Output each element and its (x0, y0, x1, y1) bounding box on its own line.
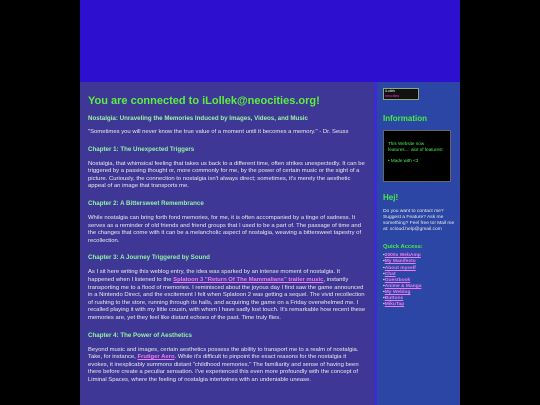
quick-link-guestbook[interactable]: Guestbook (384, 277, 411, 283)
intro-quote: "Sometimes you will never know the true value of a moment until it becomes a memory." - Dr. Seuss (88, 129, 349, 135)
information-heading: Information (383, 114, 427, 123)
header-banner (80, 0, 460, 82)
information-item: • Made with <3 (388, 158, 447, 163)
quick-link-mikutap[interactable]: MikuTap (384, 302, 405, 308)
information-box (383, 130, 451, 182)
quick-link-weblog[interactable]: My Weblog (384, 289, 411, 295)
chapter-3-text-a: As I sit here writing this weblog entry, the idea was sparked by an intense moment of nostalgia. It happened when I listened to the (88, 269, 341, 283)
splatoon-trailer-link[interactable]: Splatoon 3 "Return Of The Mammalians" trailer music (173, 276, 324, 283)
post-title: Nostalgia: Unraveling the Memories Induced by Images, Videos, and Music (88, 115, 308, 122)
chapter-3-text-b: , instantly transporting me to a flood of memories. I reminisced about the joyous day I first saw the game announced in a Nintendo Direct, and the excitement I felt when Splatoon 2 was getting a sequel. The vivid recollection of rushing to the store, running through its halls, and acquiring the game on a Friday overwhelmed me. I recalled playing it with my little cousin, with whom I have sadly lost touch. It's remarkable how recent these memories are, yet they feel like distant echoes of the past. Time truly flies. (88, 276, 366, 321)
quick-link-buttons[interactable]: Buttons (384, 296, 404, 302)
chapter-3-paragraph (88, 269, 367, 322)
information-list (388, 158, 447, 163)
quick-access-heading: Quick Access: (383, 244, 423, 251)
site-badge-line-1: iLollek (385, 89, 396, 93)
sidebar (377, 82, 460, 405)
chapter-4-paragraph (88, 347, 367, 385)
chapter-2-paragraph: While nostalgia can bring forth fond memories, for me, it is often accompanied by a tinge of sadness. It serves as a reminder of old friends and friend groups that I used to be a part of. The passage of time and the changes that come with it can be a melancholic aspect of nostalgia, weaving a bittersweet tapestry of recollection. (88, 214, 362, 244)
connection-greeting: You are connected to iLollek@neocities.org! (88, 95, 320, 107)
quick-link-webamp[interactable]: 2000s WebAmp (384, 253, 421, 259)
chapter-4-text-b: . While it's difficult to pinpoint the exact reasons for the nostalgia it evokes, it inexplicably summons distant "childhood memories." The familiarity and sense of having been there before create a peculiar sensation. I've experienced this even more profoundly with the concept of Liminal Spaces, where the feeling of nostalgia intertwines with an undeniable unease. (88, 354, 359, 383)
chapter-4-heading: Chapter 4: The Power of Aesthetics (88, 331, 192, 339)
quick-link-chat[interactable]: Chat (384, 271, 396, 277)
chapter-3-heading: Chapter 3: A Journey Triggered by Sound (88, 254, 210, 262)
chapter-2-heading: Chapter 2: A Bittersweet Remembrance (88, 199, 204, 207)
chapter-1-paragraph: Nostalgia, that whimsical feeling that takes us back to a different time, often strikes unexpectedly. It can be triggered by a passing thought or, more commonly for me, by the power of certain music or the sight of a picture. Curiously, the connection to nostalgia isn't always direct; sometimes, it's merely the aesthetic appeal of an image that transports me. (88, 160, 365, 190)
chapter-4-text-a: Beyond music and images, certain aesthetics possess the ability to transport me to a realm of nostalgia. Take, for instance, (88, 346, 359, 361)
main-content (80, 82, 374, 405)
quick-link-manifesto[interactable]: My Manifesto (384, 259, 416, 265)
frutiger-aero-link[interactable]: Frutiger Aero (137, 354, 175, 361)
information-text: This Website now features.... alot of features! (388, 141, 443, 152)
quick-link-item (383, 302, 456, 308)
hej-heading: Hej! (383, 193, 399, 202)
quick-access-list (383, 253, 456, 308)
quick-link-anime-manga[interactable]: Anime & Manga (384, 283, 422, 289)
quick-link-about[interactable]: About myself (384, 265, 416, 271)
contact-text: Do you want to contact me? Suggest a Feature? Ask me something? Feel free to! Mail me at: xcloud.help@gmail.com (383, 209, 455, 233)
chapter-1-heading: Chapter 1: The Unexpected Triggers (88, 145, 195, 153)
site-badge-button[interactable] (383, 88, 419, 100)
site-badge-line-2: neocities (385, 94, 400, 98)
page (80, 0, 460, 405)
